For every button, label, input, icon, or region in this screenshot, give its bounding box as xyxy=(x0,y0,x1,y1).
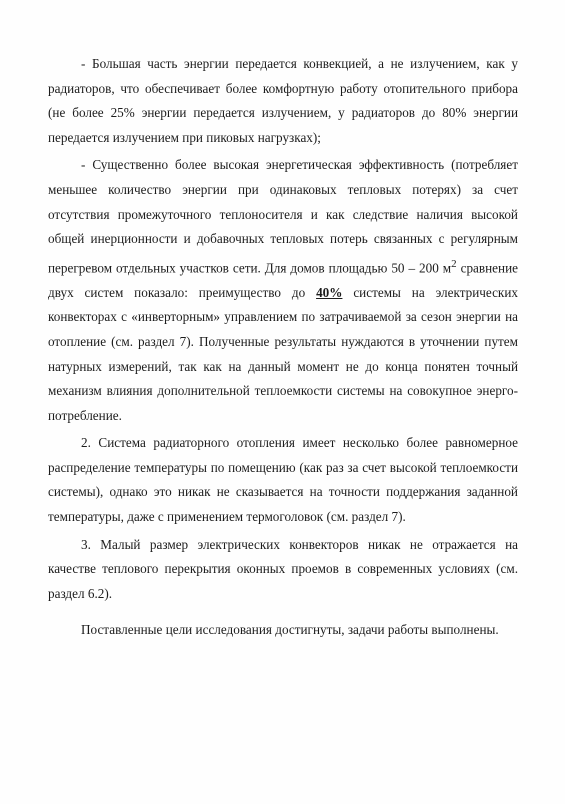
square-meter-superscript: 2 xyxy=(451,257,457,270)
paragraph-energy-efficiency xyxy=(48,153,518,428)
advantage-percentage: 40% xyxy=(316,284,343,300)
document-body xyxy=(48,52,518,643)
paragraph-temperature-distribution: 2. Система радиаторного отопления имеет несколько более равномерное распределение температуры по помещению (как раз за счет высокой теплоемкости системы), однако это никак не сказывается на точности поддержания заданной температуры, даже с применением термоголовок (см. раздел 7). xyxy=(48,435,518,525)
paragraph-convector-size: 3. Малый размер электрических конвекторов никак не отражается на качестве теплового перекрытия оконных проемов в современных условиях (см. раздел 6.2). xyxy=(48,536,518,601)
efficiency-text-middle: сравнение двух систем показало: преимущество до xyxy=(48,260,519,300)
efficiency-text-before: - Существенно более высокая энергетическая эффективность (потребляет меньшее количество энергии при одинаковых тепловых потерях) за счет отсутствия промежуточного теплоносителя и как следствие наличия высокой общей инерционности и добавочных тепловых потерь связанных с регулярным перегревом отдельных участков сети. Для домов площадью 50 – 200 м xyxy=(48,157,518,276)
paragraph-radiation-share: - Большая часть энергии передается конвекцией, а не излучением, как у радиаторов, что обеспечивает более комфортную работу отопительного прибора (не более 25% энергии передается излучением, у радиаторов до 80% энергии передается излучением при пиковых нагрузках); xyxy=(48,56,518,145)
paragraph-conclusion: Поставленные цели исследования достигнуты, задачи работы выполнены. xyxy=(81,622,499,638)
efficiency-text-after: системы на электрических конвекторах с «инверторным» управлением по затрачиваемой за сезон энергии на отопление (см. раздел 7). Полученные результаты нуждаются в уточнении путем натурных измерений, так как на данный момент не до конца понятен точный механизм влияния дополнительной теплоемкости системы на совокупное энерго-потребление. xyxy=(48,284,518,423)
